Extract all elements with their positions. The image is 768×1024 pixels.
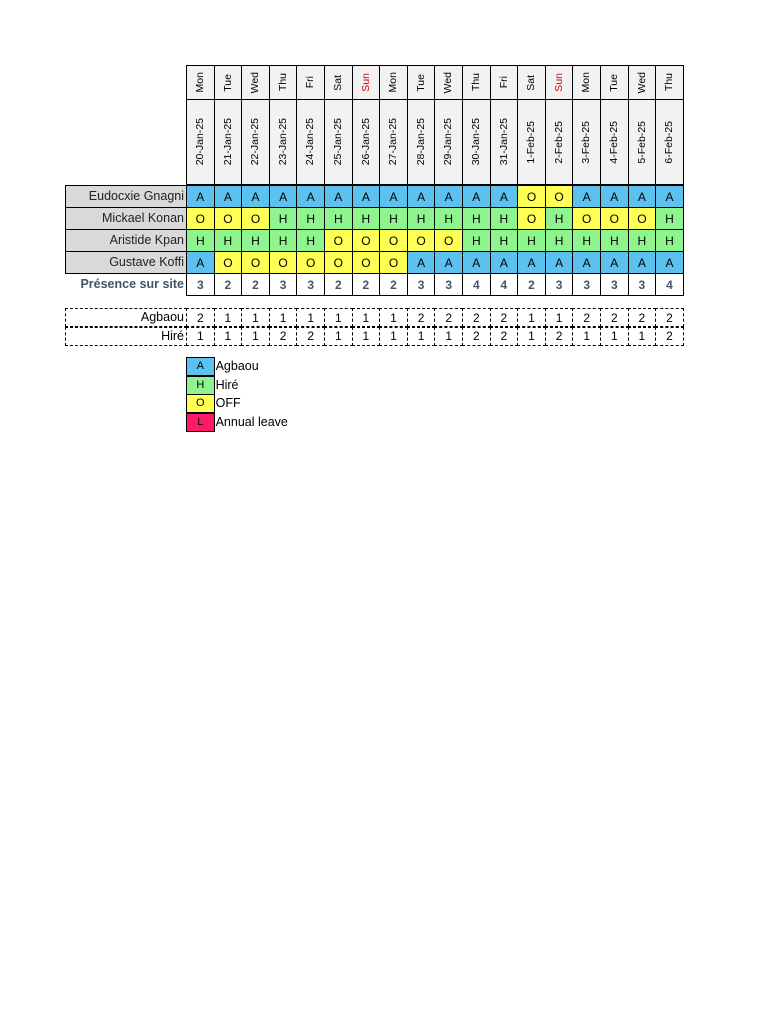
date-header xyxy=(241,99,270,185)
presence-count: 4 xyxy=(462,273,491,296)
presence-label: Présence sur site xyxy=(80,276,184,291)
day-header xyxy=(655,65,684,100)
presence-count: 2 xyxy=(241,273,270,296)
shift-cell[interactable]: H xyxy=(324,207,353,230)
shift-cell[interactable]: A xyxy=(407,251,436,274)
site-count: 2 xyxy=(490,327,519,346)
shift-cell[interactable]: A xyxy=(600,251,629,274)
date-label: 23-Jan-25 xyxy=(276,118,289,166)
shift-cell[interactable]: O xyxy=(241,251,270,274)
site-count: 1 xyxy=(186,327,215,346)
presence-count: 3 xyxy=(296,273,325,296)
shift-cell[interactable]: O xyxy=(186,207,215,230)
date-header xyxy=(462,99,491,185)
day-label: Mon xyxy=(194,72,207,93)
date-label: 1-Feb-25 xyxy=(525,120,538,164)
site-count: 2 xyxy=(186,308,215,327)
presence-count: 2 xyxy=(214,273,243,296)
day-header xyxy=(490,65,519,100)
site-count: 2 xyxy=(600,308,629,327)
shift-cell[interactable]: A xyxy=(324,185,353,208)
day-header xyxy=(352,65,381,100)
day-label: Mon xyxy=(387,72,400,93)
shift-cell[interactable]: H xyxy=(186,229,215,252)
day-header xyxy=(628,65,657,100)
date-label: 25-Jan-25 xyxy=(332,118,345,166)
shift-cell[interactable]: O xyxy=(352,251,381,274)
day-header xyxy=(241,65,270,100)
shift-cell[interactable]: O xyxy=(352,229,381,252)
site-count: 2 xyxy=(269,327,298,346)
legend-swatch: L xyxy=(186,413,215,432)
date-label: 20-Jan-25 xyxy=(194,118,207,166)
legend-label: Hiré xyxy=(215,377,239,392)
date-header xyxy=(269,99,298,185)
site-count: 1 xyxy=(241,308,270,327)
shift-cell[interactable]: A xyxy=(462,185,491,208)
shift-cell[interactable]: H xyxy=(269,229,298,252)
site-count: 1 xyxy=(434,327,463,346)
day-header xyxy=(407,65,436,100)
site-count: 1 xyxy=(517,327,546,346)
day-label: Wed xyxy=(442,71,455,94)
legend-label: Annual leave xyxy=(215,414,288,429)
presence-count: 2 xyxy=(517,273,546,296)
shift-cell[interactable]: A xyxy=(434,185,463,208)
shift-cell[interactable]: H xyxy=(545,207,574,230)
person-name: Mickael Konan xyxy=(65,207,187,230)
presence-count: 3 xyxy=(572,273,601,296)
date-header xyxy=(379,99,408,185)
date-label: 5-Feb-25 xyxy=(635,120,648,164)
site-count: 2 xyxy=(628,308,657,327)
shift-cell[interactable]: H xyxy=(214,229,243,252)
date-header xyxy=(490,99,519,185)
date-label: 30-Jan-25 xyxy=(470,118,483,166)
presence-count: 3 xyxy=(628,273,657,296)
day-label: Sun xyxy=(359,73,372,92)
shift-cell[interactable]: H xyxy=(655,229,684,252)
legend-label: Agbaou xyxy=(215,359,259,373)
shift-cell[interactable]: A xyxy=(186,251,215,274)
day-label: Fri xyxy=(497,76,510,89)
date-label: 21-Jan-25 xyxy=(221,118,234,166)
date-header xyxy=(600,99,629,185)
date-header xyxy=(545,99,574,185)
shift-cell[interactable]: H xyxy=(407,207,436,230)
day-header xyxy=(186,65,215,100)
shift-cell[interactable]: O xyxy=(628,207,657,230)
shift-cell[interactable]: H xyxy=(462,229,491,252)
site-count: 2 xyxy=(462,327,491,346)
presence-count: 3 xyxy=(186,273,215,296)
date-label: 31-Jan-25 xyxy=(497,118,510,166)
presence-count: 3 xyxy=(545,273,574,296)
site-count: 2 xyxy=(462,308,491,327)
shift-cell[interactable]: O xyxy=(269,251,298,274)
site-count: 1 xyxy=(379,327,408,346)
date-header xyxy=(655,99,684,185)
shift-cell[interactable]: H xyxy=(462,207,491,230)
legend-swatch: O xyxy=(186,394,215,413)
site-count: 1 xyxy=(628,327,657,346)
date-label: 2-Feb-25 xyxy=(552,120,565,164)
shift-cell[interactable]: A xyxy=(572,185,601,208)
day-header xyxy=(434,65,463,100)
presence-count: 4 xyxy=(655,273,684,296)
shift-cell[interactable]: H xyxy=(600,229,629,252)
shift-cell[interactable]: A xyxy=(600,185,629,208)
day-label: Tue xyxy=(221,73,234,92)
day-header xyxy=(296,65,325,100)
shift-cell[interactable]: H xyxy=(545,229,574,252)
day-label: Tue xyxy=(414,73,427,92)
day-label: Thu xyxy=(470,73,483,92)
date-label: 22-Jan-25 xyxy=(249,118,262,166)
site-count: 1 xyxy=(352,327,381,346)
day-label: Sat xyxy=(332,74,345,91)
site-label: Hiré xyxy=(65,327,187,346)
site-count: 2 xyxy=(572,308,601,327)
shift-cell[interactable]: A xyxy=(407,185,436,208)
site-count: 1 xyxy=(324,308,353,327)
presence-count: 3 xyxy=(407,273,436,296)
date-header xyxy=(352,99,381,185)
day-label: Tue xyxy=(608,73,621,92)
day-header xyxy=(462,65,491,100)
shift-cell[interactable]: A xyxy=(490,185,519,208)
date-header xyxy=(434,99,463,185)
day-header xyxy=(517,65,546,100)
day-header xyxy=(324,65,353,100)
shift-cell[interactable]: H xyxy=(296,229,325,252)
shift-cell[interactable]: A xyxy=(572,251,601,274)
date-header xyxy=(214,99,243,185)
shift-cell[interactable]: O xyxy=(379,251,408,274)
shift-cell[interactable]: O xyxy=(434,229,463,252)
date-header xyxy=(407,99,436,185)
site-count: 2 xyxy=(296,327,325,346)
day-label: Thu xyxy=(663,73,676,92)
date-header xyxy=(186,99,215,185)
shift-cell[interactable]: H xyxy=(572,229,601,252)
date-label: 28-Jan-25 xyxy=(414,118,427,166)
site-count: 2 xyxy=(545,327,574,346)
shift-cell[interactable]: A xyxy=(655,251,684,274)
site-count: 1 xyxy=(572,327,601,346)
day-header xyxy=(379,65,408,100)
date-label: 24-Jan-25 xyxy=(304,118,317,166)
site-count: 1 xyxy=(241,327,270,346)
presence-count: 2 xyxy=(379,273,408,296)
day-header xyxy=(572,65,601,100)
shift-cell[interactable]: H xyxy=(269,207,298,230)
day-label: Wed xyxy=(635,71,648,94)
shift-cell[interactable]: A xyxy=(296,185,325,208)
date-header xyxy=(324,99,353,185)
shift-cell[interactable]: O xyxy=(296,251,325,274)
date-header xyxy=(572,99,601,185)
person-name: Aristide Kpan xyxy=(65,229,187,252)
shift-cell[interactable]: A xyxy=(434,251,463,274)
day-label: Mon xyxy=(580,72,593,93)
site-count: 2 xyxy=(655,308,684,327)
shift-cell[interactable]: H xyxy=(241,229,270,252)
shift-cell[interactable]: O xyxy=(600,207,629,230)
shift-cell[interactable]: A xyxy=(628,185,657,208)
site-count: 1 xyxy=(214,327,243,346)
shift-cell[interactable]: H xyxy=(490,229,519,252)
shift-cell[interactable]: A xyxy=(241,185,270,208)
date-label: 29-Jan-25 xyxy=(442,118,455,166)
shift-cell[interactable]: O xyxy=(324,229,353,252)
shift-cell[interactable]: A xyxy=(186,185,215,208)
site-count: 1 xyxy=(545,308,574,327)
site-count: 2 xyxy=(434,308,463,327)
shift-cell[interactable]: H xyxy=(296,207,325,230)
presence-count: 4 xyxy=(490,273,519,296)
site-count: 2 xyxy=(655,327,684,346)
date-label: 27-Jan-25 xyxy=(387,118,400,166)
shift-cell[interactable]: A xyxy=(655,185,684,208)
shift-cell[interactable]: O xyxy=(214,207,243,230)
date-header xyxy=(296,99,325,185)
shift-cell[interactable]: O xyxy=(324,251,353,274)
shift-cell[interactable]: H xyxy=(490,207,519,230)
site-count: 2 xyxy=(407,308,436,327)
shift-cell[interactable]: H xyxy=(352,207,381,230)
presence-count: 3 xyxy=(434,273,463,296)
shift-cell[interactable]: O xyxy=(214,251,243,274)
legend-swatch: H xyxy=(186,376,215,395)
shift-cell[interactable]: O xyxy=(379,229,408,252)
shift-cell[interactable]: O xyxy=(517,207,546,230)
site-count: 2 xyxy=(490,308,519,327)
site-label: Agbaou xyxy=(65,308,187,327)
presence-count: 2 xyxy=(324,273,353,296)
date-label: 6-Feb-25 xyxy=(663,120,676,164)
shift-cell[interactable]: O xyxy=(545,185,574,208)
date-label: 26-Jan-25 xyxy=(359,118,372,166)
shift-cell[interactable]: A xyxy=(490,251,519,274)
date-label: 3-Feb-25 xyxy=(580,120,593,164)
shift-cell[interactable]: H xyxy=(434,207,463,230)
day-header xyxy=(214,65,243,100)
shift-cell[interactable]: H xyxy=(628,229,657,252)
shift-cell[interactable]: A xyxy=(379,185,408,208)
shift-cell[interactable]: O xyxy=(407,229,436,252)
site-count: 1 xyxy=(352,308,381,327)
date-header xyxy=(517,99,546,185)
site-count: 1 xyxy=(517,308,546,327)
shift-cell[interactable]: H xyxy=(379,207,408,230)
day-label: Thu xyxy=(276,73,289,92)
site-count: 1 xyxy=(214,308,243,327)
day-header xyxy=(600,65,629,100)
shift-cell[interactable]: O xyxy=(241,207,270,230)
shift-cell[interactable]: H xyxy=(517,229,546,252)
shift-cell[interactable]: O xyxy=(517,185,546,208)
shift-cell[interactable]: A xyxy=(517,251,546,274)
presence-count: 3 xyxy=(600,273,629,296)
date-header xyxy=(628,99,657,185)
presence-count: 3 xyxy=(269,273,298,296)
day-header xyxy=(269,65,298,100)
shift-cell[interactable]: A xyxy=(352,185,381,208)
person-name: Gustave Koffi xyxy=(65,251,187,274)
shift-cell[interactable]: A xyxy=(214,185,243,208)
site-count: 1 xyxy=(269,308,298,327)
person-name: Eudocxie Gnagni xyxy=(65,185,187,208)
day-label: Sun xyxy=(552,73,565,92)
legend-label: OFF xyxy=(215,396,241,410)
shift-cell[interactable]: A xyxy=(269,185,298,208)
day-header xyxy=(545,65,574,100)
day-label: Wed xyxy=(249,71,262,94)
site-count: 1 xyxy=(600,327,629,346)
shift-cell[interactable]: A xyxy=(462,251,491,274)
presence-count: 2 xyxy=(352,273,381,296)
site-count: 1 xyxy=(296,308,325,327)
shift-cell[interactable]: A xyxy=(545,251,574,274)
day-label: Fri xyxy=(304,76,317,89)
date-label: 4-Feb-25 xyxy=(608,120,621,164)
shift-cell[interactable]: O xyxy=(572,207,601,230)
shift-cell[interactable]: H xyxy=(655,207,684,230)
day-label: Sat xyxy=(525,74,538,91)
shift-cell[interactable]: A xyxy=(628,251,657,274)
site-count: 1 xyxy=(379,308,408,327)
site-count: 1 xyxy=(407,327,436,346)
site-count: 1 xyxy=(324,327,353,346)
legend-swatch: A xyxy=(186,357,215,376)
